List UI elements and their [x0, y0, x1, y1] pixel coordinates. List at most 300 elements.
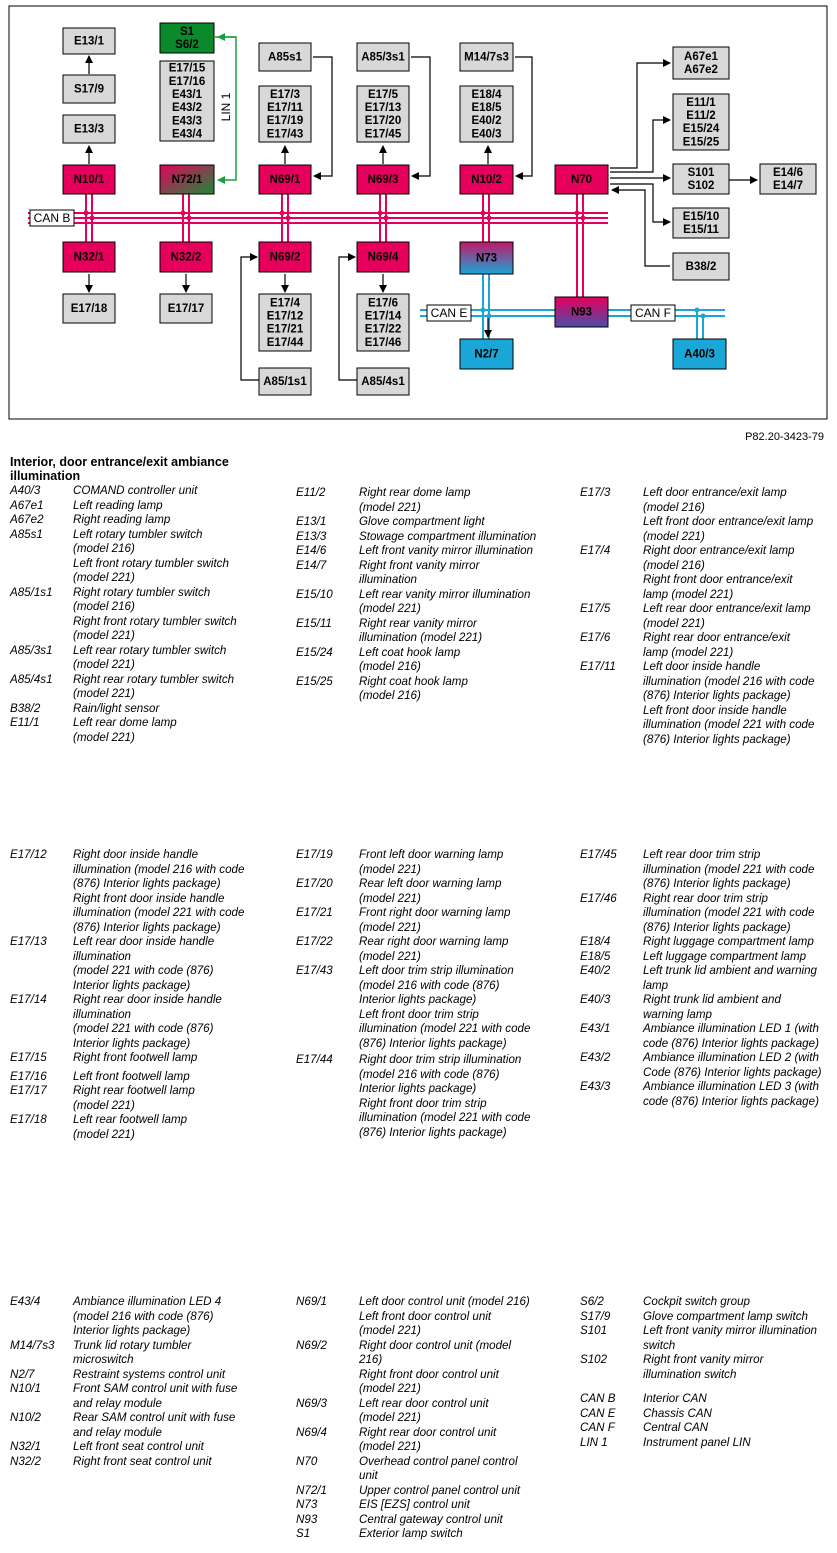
legend-description-line: (model 216): [359, 689, 421, 702]
legend-description: [359, 559, 554, 588]
legend-code: A85/4s1: [10, 672, 53, 686]
legend-description: [73, 1440, 268, 1455]
legend-code: E15/10: [296, 587, 333, 601]
legend-code: N69/1: [296, 1295, 327, 1308]
legend-description-line: illumination: [359, 573, 417, 586]
legend-description-line: illumination (model 216 with code: [73, 862, 245, 876]
legend-entry: [10, 1070, 280, 1085]
legend-description-line: Right front door entrance/exit: [643, 573, 793, 586]
block-label: E17/6: [367, 297, 399, 310]
legend-column: [10, 848, 280, 1142]
legend-entry: [296, 1426, 566, 1455]
legend-description-line: (model 216): [73, 600, 135, 613]
legend-code: E17/44: [296, 1053, 333, 1066]
legend-description-line: (model 221): [359, 500, 421, 514]
block-label: A85s1: [268, 51, 302, 64]
legend-description-line: (876) Interior lights package): [359, 1036, 507, 1050]
legend-description-line: (model 221): [73, 629, 135, 642]
legend-entry: [10, 673, 280, 702]
legend-description-line: Left door inside handle: [643, 660, 761, 673]
wiring-diagram: [0, 0, 837, 425]
legend-entry: [10, 1295, 280, 1339]
legend-description-line: (model 216 with code (876): [359, 978, 500, 992]
legend-entry: [580, 1407, 837, 1422]
block-label: E17/19: [266, 115, 304, 128]
block-label: A85/4s1: [361, 376, 405, 389]
legend-entry: [296, 1339, 566, 1397]
block-label: E43/1: [171, 89, 203, 101]
legend-description-line: illumination (model 221 with code: [73, 906, 245, 919]
legend-description-line: lamp: [643, 978, 669, 992]
legend-description: [73, 499, 268, 514]
legend-description: [643, 486, 837, 544]
block-label: E17/22: [364, 323, 402, 336]
legend-description: [643, 964, 837, 993]
block-e15-10: [673, 208, 729, 238]
legend-code: A67e1: [10, 498, 44, 512]
block-label: N69/3: [367, 174, 399, 187]
legend-entry: [10, 499, 280, 514]
legend-column: [580, 1295, 837, 1450]
svg-text:CAN F: CAN F: [635, 306, 671, 320]
legend-description: [73, 1411, 268, 1440]
legend-code: N69/3: [296, 1396, 327, 1410]
figure-reference: P82.20-3423-79: [745, 431, 824, 443]
legend-entry: [296, 1295, 566, 1339]
svg-text:CAN E: CAN E: [430, 306, 468, 320]
legend-description: [73, 1339, 268, 1368]
legend-description: [73, 702, 268, 717]
legend-description: [359, 675, 554, 704]
legend-code: E17/43: [296, 964, 333, 977]
legend-description-line: Left rear rotary tumbler switch: [73, 643, 227, 657]
legend-entry: [296, 1455, 566, 1484]
legend-entry: [296, 1498, 566, 1513]
legend-description-line: warning lamp: [643, 1007, 712, 1021]
legend-description: [643, 1392, 837, 1407]
block-label: A85/3s1: [361, 51, 405, 64]
block-n32-1: [63, 242, 115, 272]
legend-description: [73, 1455, 268, 1470]
block-label: N32/1: [73, 251, 105, 264]
block-label: S17/9: [73, 83, 105, 96]
block-label: E17/3: [269, 88, 301, 101]
legend-description-line: (876) Interior lights package): [643, 920, 791, 934]
legend-description-line: Left front seat control unit: [73, 1440, 204, 1453]
legend-description: [643, 1324, 837, 1353]
legend-description-line: (876) Interior lights package): [73, 877, 221, 890]
legend-entry: [580, 660, 837, 747]
block-label: N70: [570, 174, 593, 187]
legend-description: [73, 716, 268, 745]
legend-description-line: illumination (model 216 with code: [643, 674, 815, 688]
block-label: E17/17: [167, 303, 205, 316]
block-n69-3: [357, 165, 409, 194]
legend-description-line: Right rear door control unit: [359, 1425, 497, 1439]
legend-description-line: Left front door control unit: [359, 1309, 492, 1323]
legend-entry: [10, 993, 280, 1051]
legend-description-line: (model 221): [359, 920, 421, 934]
legend-code: N73: [296, 1498, 318, 1511]
legend-entry: [580, 993, 837, 1022]
legend-entry: [296, 877, 566, 906]
block-label: E18/4: [471, 88, 502, 101]
legend-description-line: COMAND controller unit: [73, 484, 198, 497]
legend-description-line: (model 221): [73, 1127, 135, 1141]
block-label: E17/12: [266, 310, 304, 323]
block-label: E13/1: [73, 35, 105, 48]
legend-code: E17/15: [10, 1051, 47, 1064]
legend-description-line: Front SAM control unit with fuse: [73, 1382, 238, 1395]
legend-description-line: Ambiance illumination LED 2 (with: [643, 1051, 819, 1064]
legend-code: N70: [296, 1454, 318, 1468]
legend-description-line: Central CAN: [643, 1421, 709, 1434]
block-e17-15: [160, 61, 214, 141]
legend-entry: [296, 617, 566, 646]
legend-code: E13/1: [296, 515, 327, 528]
legend-description-line: code (876) Interior lights package): [643, 1094, 819, 1108]
legend-description-line: microswitch: [73, 1353, 134, 1366]
legend-code: E17/19: [296, 848, 333, 861]
block-label: E40/2: [471, 115, 502, 128]
legend-code: E17/6: [580, 631, 611, 644]
block-s1: [160, 23, 214, 53]
legend-code: E43/1: [580, 1022, 611, 1035]
legend-description: [643, 1310, 837, 1325]
legend-description-line: Right front door control unit: [359, 1367, 499, 1381]
legend-description-line: Left front door trim strip: [359, 1007, 479, 1021]
legend-description: [73, 644, 268, 673]
block-label: B38/2: [685, 261, 717, 274]
block-label: E17/5: [367, 88, 399, 101]
block-label: E17/4: [269, 297, 301, 310]
legend-description: [359, 617, 554, 646]
legend-description-line: Left rotary tumbler switch: [73, 527, 203, 541]
legend-description-line: Left rear dome lamp: [73, 716, 177, 729]
legend-description: [643, 848, 837, 892]
legend-description: [73, 1051, 268, 1066]
legend-description: [359, 1527, 554, 1542]
legend-description: [359, 1513, 554, 1528]
legend-code: E17/17: [10, 1084, 47, 1097]
legend-description-line: Right front door trim strip: [359, 1096, 487, 1110]
block-label: E14/6: [772, 167, 804, 179]
legend-description: [643, 1436, 837, 1451]
block-label: N32/2: [170, 251, 202, 264]
block-b38-2: [673, 253, 729, 280]
legend-description-line: Left luggage compartment lamp: [643, 949, 807, 963]
legend-description-line: and relay module: [73, 1396, 162, 1410]
block-e18-4: [460, 86, 513, 142]
legend-entry: [580, 1080, 837, 1109]
legend-entry: [296, 588, 566, 617]
legend-description: [73, 586, 268, 644]
legend-column: [296, 486, 566, 704]
legend-description-line: (model 216 with code (876): [359, 1067, 500, 1081]
legend-description-line: Interior lights package): [73, 978, 191, 992]
legend-code: E18/4: [580, 935, 611, 948]
legend-description-line: illumination (model 221 with code: [359, 1022, 531, 1035]
block-n69-2: [259, 242, 311, 272]
block-label: E40/3: [471, 128, 502, 141]
legend-description-line: illumination (model 221 with code: [643, 718, 815, 731]
legend-description-line: Cockpit switch group: [643, 1295, 750, 1308]
block-e17-6: [357, 294, 409, 351]
legend-description-line: Interior CAN: [643, 1392, 707, 1405]
legend-description-line: (model 221): [73, 1098, 135, 1112]
block-label: M14/7s3: [464, 51, 509, 64]
legend-description: [359, 1455, 554, 1484]
block-label: E17/44: [266, 336, 304, 349]
legend-description-line: Interior lights package): [73, 1324, 191, 1337]
block-label: A67e1: [684, 51, 718, 63]
legend-description-line: (876) Interior lights package): [643, 877, 791, 890]
legend-entry: [296, 1397, 566, 1426]
legend-description-line: Right rear door trim strip: [643, 891, 768, 905]
legend-description-line: Interior lights package): [359, 993, 477, 1006]
legend-code: E40/2: [580, 964, 611, 977]
block-label: E17/21: [266, 323, 304, 336]
block-label: E14/7: [772, 180, 804, 193]
legend-description: [643, 993, 837, 1022]
legend-entry: [296, 559, 566, 588]
legend-description: [73, 848, 268, 935]
legend-code: B38/2: [10, 701, 41, 715]
legend-description: [643, 950, 837, 965]
legend-entry: [10, 1339, 280, 1368]
legend-entry: [580, 892, 837, 936]
legend-code: E43/2: [580, 1051, 611, 1064]
legend-description-line: (model 221): [643, 616, 705, 630]
legend-description-line: Ambiance illumination LED 4: [73, 1295, 222, 1308]
legend-column: [580, 848, 837, 1109]
can-b-label: [30, 210, 74, 226]
legend-description-line: Right door inside handle: [73, 848, 199, 861]
lin-1-label: LIN 1: [219, 92, 233, 122]
block-label: N2/7: [474, 348, 499, 361]
block-s101: [673, 164, 729, 194]
legend-description: [73, 1295, 268, 1339]
legend-description-line: switch: [643, 1338, 676, 1352]
block-a85-1s1: [259, 368, 311, 395]
legend-description-line: Right rear door inside handle: [73, 993, 222, 1006]
legend-description-line: Right rear rotary tumbler switch: [73, 672, 235, 686]
legend-description: [359, 1397, 554, 1426]
legend-description: [359, 646, 554, 675]
legend-description-line: (876) Interior lights package): [359, 1125, 507, 1139]
legend-entry: [296, 486, 566, 515]
legend-entry: [580, 1392, 837, 1407]
legend-entry: [296, 544, 566, 559]
legend-code: S6/2: [580, 1295, 604, 1308]
legend-description-line: Rear right door warning lamp: [359, 935, 509, 948]
legend-description: [359, 848, 554, 877]
block-label: E17/20: [364, 115, 402, 128]
block-label: E43/3: [171, 115, 203, 128]
legend-description-line: Right rear dome lamp: [359, 486, 471, 499]
block-label: N69/4: [367, 251, 399, 264]
legend-description-line: (model 221): [359, 891, 421, 905]
legend-description-line: Exterior lamp switch: [359, 1527, 463, 1540]
legend-description-line: Right rear door entrance/exit: [643, 631, 790, 644]
legend-description-line: (model 221): [359, 1382, 421, 1395]
legend-entry: [296, 1513, 566, 1528]
legend-description-line: Right door trim strip illumination: [359, 1053, 522, 1066]
legend-entry: [10, 1368, 280, 1383]
legend-description: [643, 602, 837, 631]
legend-description-line: Left rear door control unit: [359, 1396, 489, 1410]
legend-code: E17/4: [580, 544, 611, 557]
legend-description-line: Left trunk lid ambient and warning: [643, 964, 818, 977]
legend-description-line: Left door trim strip illumination: [359, 964, 514, 977]
block-label: S102: [687, 180, 715, 193]
legend-code: E15/11: [296, 616, 332, 630]
legend-description-line: Ambiance illumination LED 3 (with: [643, 1080, 819, 1093]
legend-entry: [296, 848, 566, 877]
legend-description-line: Right trunk lid ambient and: [643, 993, 781, 1006]
legend-code: E40/3: [580, 993, 611, 1006]
legend-description-line: (model 221): [73, 730, 135, 744]
legend-code: A85s1: [10, 527, 43, 541]
block-label: E15/10: [682, 211, 720, 223]
legend-code: S17/9: [580, 1309, 611, 1323]
legend-description-line: Left coat hook lamp: [359, 645, 461, 659]
legend-description: [359, 1339, 554, 1397]
legend-entry: [10, 484, 280, 499]
legend-entry: [10, 513, 280, 528]
legend-description: [643, 892, 837, 936]
legend-description-line: (876) Interior lights package): [643, 732, 791, 746]
legend-description: [359, 964, 554, 1051]
legend-description-line: Left rear door trim strip: [643, 848, 761, 861]
legend-description-line: Left front door entrance/exit lamp: [643, 515, 814, 528]
legend-description-line: (model 216 with code (876): [73, 1309, 214, 1323]
legend-description-line: lamp (model 221): [643, 645, 734, 659]
block-n72-1: [160, 165, 214, 194]
legend-description-line: illumination (model 221 with code: [359, 1111, 531, 1124]
legend-entry: [296, 1527, 566, 1542]
block-n2-7: [460, 339, 513, 369]
block-label: E11/2: [686, 110, 716, 122]
legend-entry: [296, 530, 566, 545]
legend-description-line: code (876) Interior lights package): [643, 1036, 819, 1050]
legend-column: [580, 486, 837, 747]
legend-code: E17/22: [296, 935, 333, 948]
legend-description-line: illumination (model 221): [359, 631, 483, 644]
legend-description-line: Chassis CAN: [643, 1406, 712, 1420]
legend-code: E17/13: [10, 935, 47, 948]
block-label: N73: [475, 252, 498, 265]
legend-entry: [296, 515, 566, 530]
legend-description-line: Right front footwell lamp: [73, 1051, 198, 1064]
block-s17-9: [63, 75, 115, 103]
legend-description-line: (model 221): [359, 1411, 421, 1424]
legend-description-line: Right front seat control unit: [73, 1454, 212, 1468]
legend-entry: [296, 935, 566, 964]
legend-entry: [580, 1353, 837, 1382]
legend-description-line: (model 216): [643, 500, 705, 514]
legend-entry: [10, 644, 280, 673]
block-label: S101: [687, 167, 715, 179]
legend-code: S102: [580, 1353, 608, 1366]
legend-description: [359, 877, 554, 906]
legend-entry: [580, 544, 837, 602]
block-label: A40/3: [684, 348, 715, 361]
legend-description: [643, 1407, 837, 1422]
legend-code: N2/7: [10, 1367, 35, 1381]
legend-entry: [296, 906, 566, 935]
legend-entry: [580, 1310, 837, 1325]
legend-description-line: Central gateway control unit: [359, 1512, 503, 1526]
legend-description-line: unit: [359, 1469, 378, 1482]
legend-description: [73, 1084, 268, 1113]
block-label: E43/4: [171, 128, 203, 141]
legend-code: E14/6: [296, 544, 327, 557]
legend-code: N72/1: [296, 1483, 327, 1497]
legend-description-line: Front left door warning lamp: [359, 848, 504, 861]
legend-description-line: (model 216): [359, 660, 421, 673]
legend-description-line: Left rear door entrance/exit lamp: [643, 602, 811, 615]
block-e17-5: [357, 86, 409, 142]
legend-description-line: illumination: [73, 1007, 131, 1021]
legend-description-line: Left rear vanity mirror illumination: [359, 587, 531, 601]
legend-description: [359, 1498, 554, 1513]
legend-description-line: Right coat hook lamp: [359, 674, 468, 688]
legend-description-line: EIS [EZS] control unit: [359, 1498, 470, 1511]
block-e17-4: [259, 294, 311, 351]
legend-description-line: (model 221): [359, 862, 421, 876]
legend-entry: [580, 1324, 837, 1353]
legend-description-line: (876) Interior lights package): [73, 920, 221, 934]
legend-description-line: (model 216): [73, 542, 135, 555]
legend-description-line: and relay module: [73, 1425, 162, 1439]
legend-column: [296, 848, 566, 1140]
block-label: E17/46: [364, 336, 402, 349]
block-label: E17/18: [70, 303, 108, 316]
legend-description-line: Glove compartment lamp switch: [643, 1309, 808, 1323]
legend-entry: [10, 702, 280, 717]
legend-description: [643, 1295, 837, 1310]
legend-column: [10, 1295, 280, 1469]
block-a67e1: [673, 47, 729, 79]
legend-entry: [580, 848, 837, 892]
legend-column: [296, 1295, 566, 1542]
block-label: S6/2: [175, 39, 199, 52]
block-m14-7s3: [460, 43, 513, 71]
legend-description-line: Instrument panel LIN: [643, 1435, 751, 1449]
block-label: A67e2: [684, 64, 718, 77]
legend-entry: [296, 1053, 566, 1140]
block-label: A85/1s1: [263, 376, 307, 389]
legend-entry: [10, 1113, 280, 1142]
legend-entry: [10, 1455, 280, 1470]
block-label: N93: [570, 306, 593, 319]
legend-description-line: illumination (model 221 with code: [643, 906, 815, 919]
legend-description-line: Restraint systems control unit: [73, 1367, 226, 1381]
legend-description-line: lamp (model 221): [643, 587, 734, 601]
legend-code: CAN F: [580, 1421, 615, 1434]
legend-description-line: illumination (model 221 with code: [643, 862, 815, 876]
legend-description-line: Left rear door inside handle: [73, 935, 215, 948]
block-label: E15/11: [683, 224, 719, 237]
block-label: N10/2: [471, 174, 502, 187]
legend-description: [73, 1368, 268, 1383]
legend-code: N10/1: [10, 1382, 41, 1395]
legend-entry: [10, 1382, 280, 1411]
legend-description: [359, 935, 554, 964]
legend-description: [359, 906, 554, 935]
legend-entry: [10, 528, 280, 586]
